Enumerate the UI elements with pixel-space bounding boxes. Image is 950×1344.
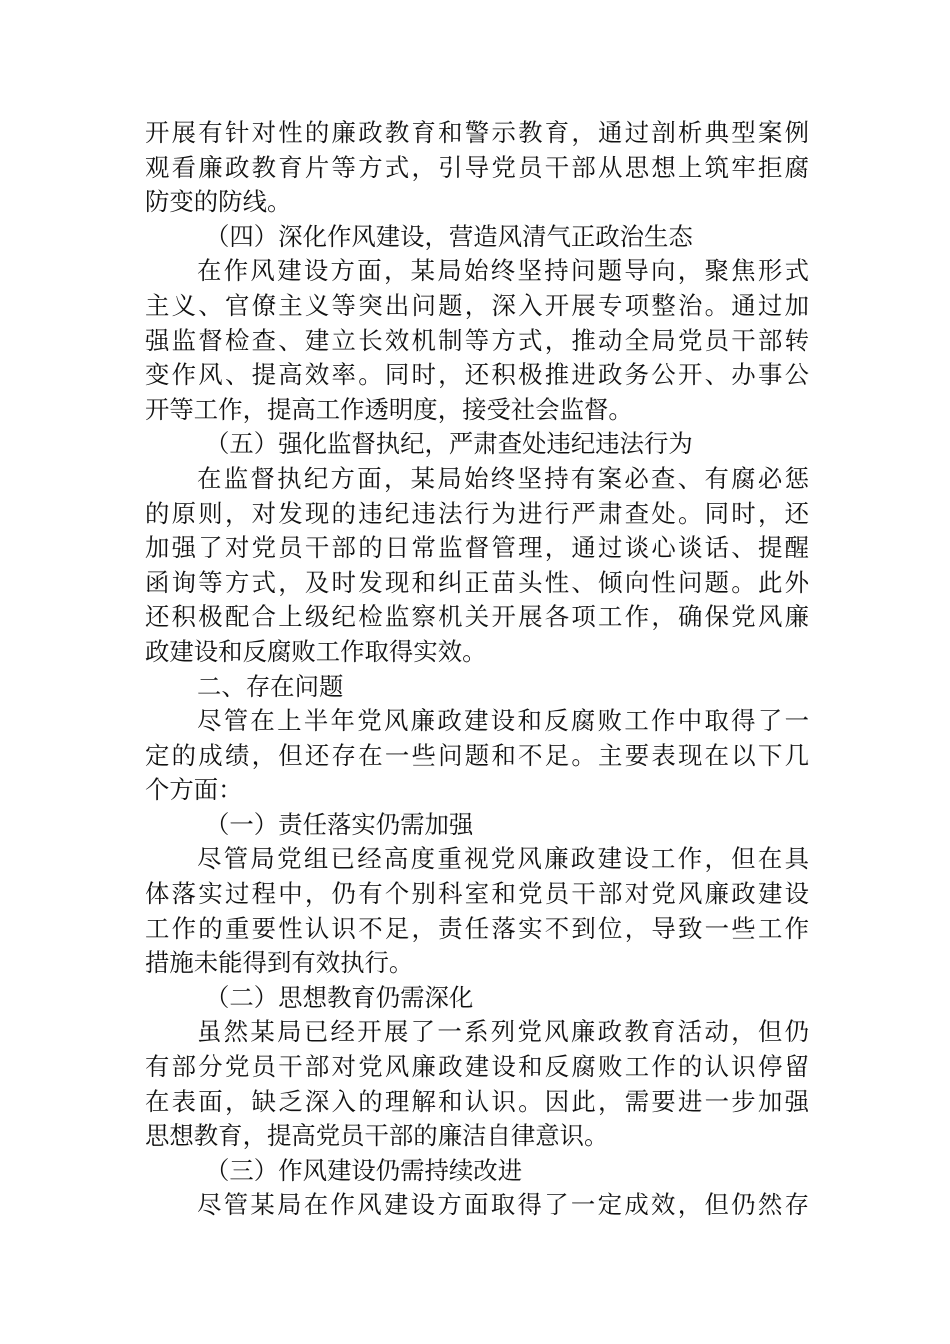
paragraph-line: 二、存在问题 xyxy=(197,671,344,701)
paragraph-line: 强监督检查、建立长效机制等方式，推动全局党员干部转 xyxy=(145,325,809,355)
paragraph-line: 函询等方式，及时发现和纠正苗头性、倾向性问题。此外 xyxy=(145,567,809,597)
paragraph-line: 尽管局党组已经高度重视党风廉政建设工作，但在具 xyxy=(197,844,809,874)
paragraph-line: 主义、官僚主义等突出问题，深入开展专项整治。通过加 xyxy=(145,290,809,320)
section-heading-line: （一）责任落实仍需加强 xyxy=(205,809,474,839)
paragraph-line: 在作风建设方面，某局始终坚持问题导向，聚焦形式 xyxy=(197,256,809,286)
paragraph-line: 的原则，对发现的违纪违法行为进行严肃查处。同时，还 xyxy=(145,498,809,528)
paragraph-line: 尽管某局在作风建设方面取得了一定成效，但仍然存 xyxy=(197,1190,809,1220)
paragraph-line: 思想教育，提高党员干部的廉洁自律意识。 xyxy=(145,1121,609,1151)
paragraph-line: 尽管在上半年党风廉政建设和反腐败工作中取得了一 xyxy=(197,706,809,736)
section-heading-line: （四）深化作风建设，营造风清气正政治生态 xyxy=(205,221,693,251)
paragraph-line: 在表面，缺乏深入的理解和认识。因此，需要进一步加强 xyxy=(145,1086,809,1116)
paragraph-line: 措施未能得到有效执行。 xyxy=(145,948,414,978)
section-heading-line: （二）思想教育仍需深化 xyxy=(205,982,474,1012)
paragraph-line: 防变的防线。 xyxy=(145,187,292,217)
paragraph-line: 加强了对党员干部的日常监督管理，通过谈心谈话、提醒 xyxy=(145,533,809,563)
paragraph-line: 工作的重要性认识不足，责任落实不到位，导致一些工作 xyxy=(145,913,809,943)
document-body xyxy=(145,116,809,1223)
paragraph-line: 开展有针对性的廉政教育和警示教育，通过剖析典型案例 xyxy=(145,118,809,147)
paragraph-line: 政建设和反腐败工作取得实效。 xyxy=(145,636,487,666)
section-heading-line: （三）作风建设仍需持续改进 xyxy=(205,1155,523,1185)
paragraph-line: 观看廉政教育片等方式，引导党员干部从思想上筑牢拒腐 xyxy=(145,152,809,182)
paragraph-line: 个方面： xyxy=(145,775,243,805)
paragraph-line: 在监督执纪方面，某局始终坚持有案必查、有腐必惩 xyxy=(197,463,809,493)
paragraph-line: 开等工作，提高工作透明度，接受社会监督。 xyxy=(145,394,633,424)
paragraph-line: 体落实过程中，仍有个别科室和党员干部对党风廉政建设 xyxy=(145,879,809,909)
paragraph-line: 变作风、提高效率。同时，还积极推进政务公开、办事公 xyxy=(145,360,809,390)
paragraph-line: 虽然某局已经开展了一系列党风廉政教育活动，但仍 xyxy=(197,1017,809,1047)
paragraph-line: 有部分党员干部对党风廉政建设和反腐败工作的认识停留 xyxy=(145,1052,809,1082)
paragraph-line: 定的成绩，但还存在一些问题和不足。主要表现在以下几 xyxy=(145,740,809,770)
paragraph-line: 还积极配合上级纪检监察机关开展各项工作，确保党风廉 xyxy=(145,602,809,632)
section-heading-line: （五）强化监督执纪，严肃查处违纪违法行为 xyxy=(205,429,693,459)
